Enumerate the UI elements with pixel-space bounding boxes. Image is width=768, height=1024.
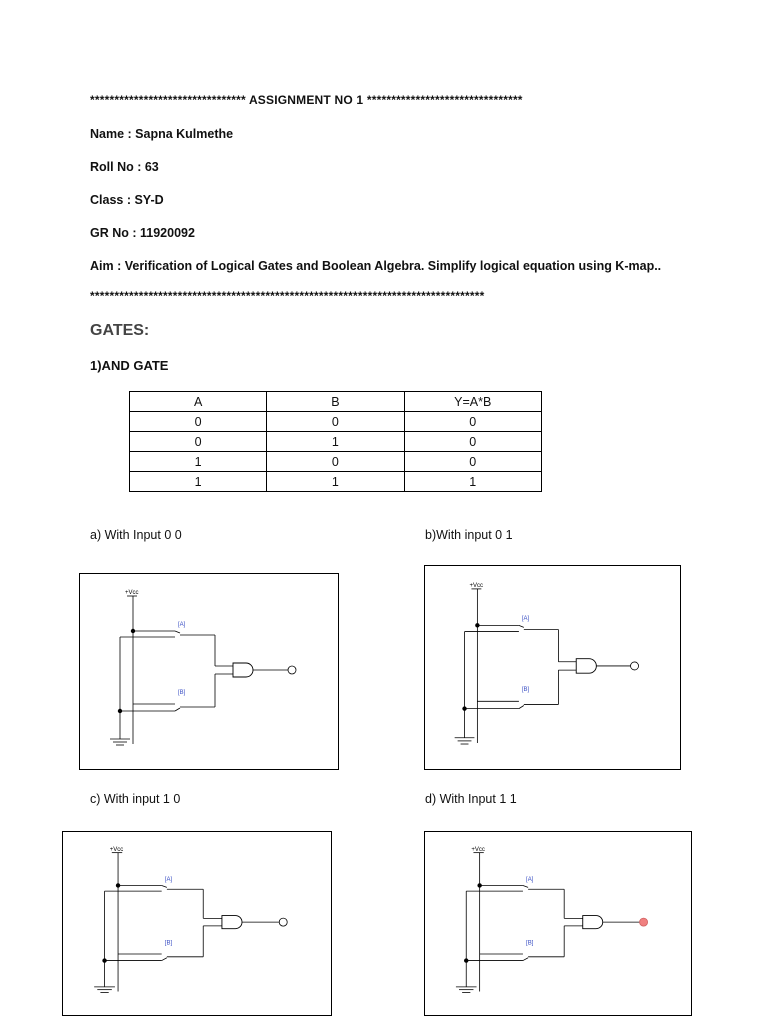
truth-table [129, 391, 542, 492]
caption-b: b)With input 0 1 [425, 528, 513, 542]
table-cell: 0 [267, 412, 404, 432]
table-header-row [130, 392, 542, 412]
table-row [130, 452, 542, 472]
circuit-diagram-d [424, 831, 692, 1016]
switch-a-label: [A] [164, 876, 173, 883]
table-cell: 0 [130, 412, 267, 432]
switch-a-label: [A] [178, 622, 186, 628]
table-cell: 0 [404, 412, 541, 432]
section-title: GATES: [90, 322, 150, 339]
separator-line: ********************************************************************************* [90, 289, 485, 303]
circuit-svg [425, 566, 680, 769]
vcc-label: +Vcc [469, 582, 483, 589]
switch-a-contact [175, 631, 180, 633]
switch-a-label: [A] [521, 616, 530, 623]
table-header-y: Y=A*B [404, 392, 541, 412]
circuit-svg [63, 832, 331, 1015]
output-led-icon [631, 662, 639, 670]
switch-a-label: [A] [526, 876, 534, 883]
and-gate-icon [233, 663, 253, 677]
output-led-icon [279, 918, 287, 926]
circuit-svg [425, 832, 691, 1015]
and-gate-icon [222, 916, 242, 929]
vcc-label: +Vcc [471, 846, 485, 853]
circuit-svg [80, 574, 338, 769]
gr-field: GR No : 11920092 [90, 226, 195, 240]
class-field: Class : SY-D [90, 193, 164, 207]
and-gate-icon [576, 659, 596, 674]
table-row [130, 432, 542, 452]
table-header-b: B [267, 392, 404, 412]
caption-a: a) With Input 0 0 [90, 528, 182, 542]
switch-a-contact [162, 885, 167, 887]
roll-field: Roll No : 63 [90, 160, 159, 174]
table-cell: 0 [404, 452, 541, 472]
aim-field: Aim : Verification of Logical Gates and Boolean Algebra. Simplify logical equation using K-map.. [90, 259, 662, 273]
table-cell: 1 [130, 452, 267, 472]
table-cell: 0 [404, 432, 541, 452]
vcc-label: +Vcc [125, 590, 139, 596]
vcc-label: +Vcc [109, 846, 124, 853]
switch-b-contact [162, 958, 167, 961]
circuit-diagram-b [424, 565, 681, 770]
switch-b-label: [B] [178, 690, 186, 696]
header-title: ASSIGNMENT NO 1 [248, 93, 364, 107]
circuit-diagram-c [62, 831, 332, 1016]
table-row [130, 472, 542, 492]
table-cell: 1 [267, 432, 404, 452]
switch-a-contact [523, 885, 528, 887]
header-stars-left: ******************************** [90, 93, 246, 107]
switch-a-contact [519, 625, 524, 627]
switch-b-label: [B] [526, 940, 534, 947]
switch-b-contact [519, 705, 524, 708]
table-cell: 1 [130, 472, 267, 492]
header-line [90, 93, 523, 107]
switch-b-label: [B] [164, 940, 173, 947]
table-cell: 0 [130, 432, 267, 452]
subsection-title: 1)AND GATE [90, 358, 169, 373]
and-gate-icon [583, 916, 603, 929]
switch-b-contact [175, 708, 180, 711]
output-led-icon [288, 666, 296, 674]
table-cell: 1 [404, 472, 541, 492]
table-header-a: A [130, 392, 267, 412]
table-cell: 0 [267, 452, 404, 472]
switch-b-contact [523, 958, 528, 961]
switch-b-label: [B] [521, 686, 530, 693]
name-field: Name : Sapna Kulmethe [90, 127, 234, 141]
output-led-icon [640, 918, 648, 926]
header-stars-right: ******************************** [366, 93, 523, 107]
circuit-diagram-a [79, 573, 339, 770]
caption-c: c) With input 1 0 [90, 792, 181, 806]
table-row [130, 412, 542, 432]
caption-d: d) With Input 1 1 [425, 792, 517, 806]
table-cell: 1 [267, 472, 404, 492]
